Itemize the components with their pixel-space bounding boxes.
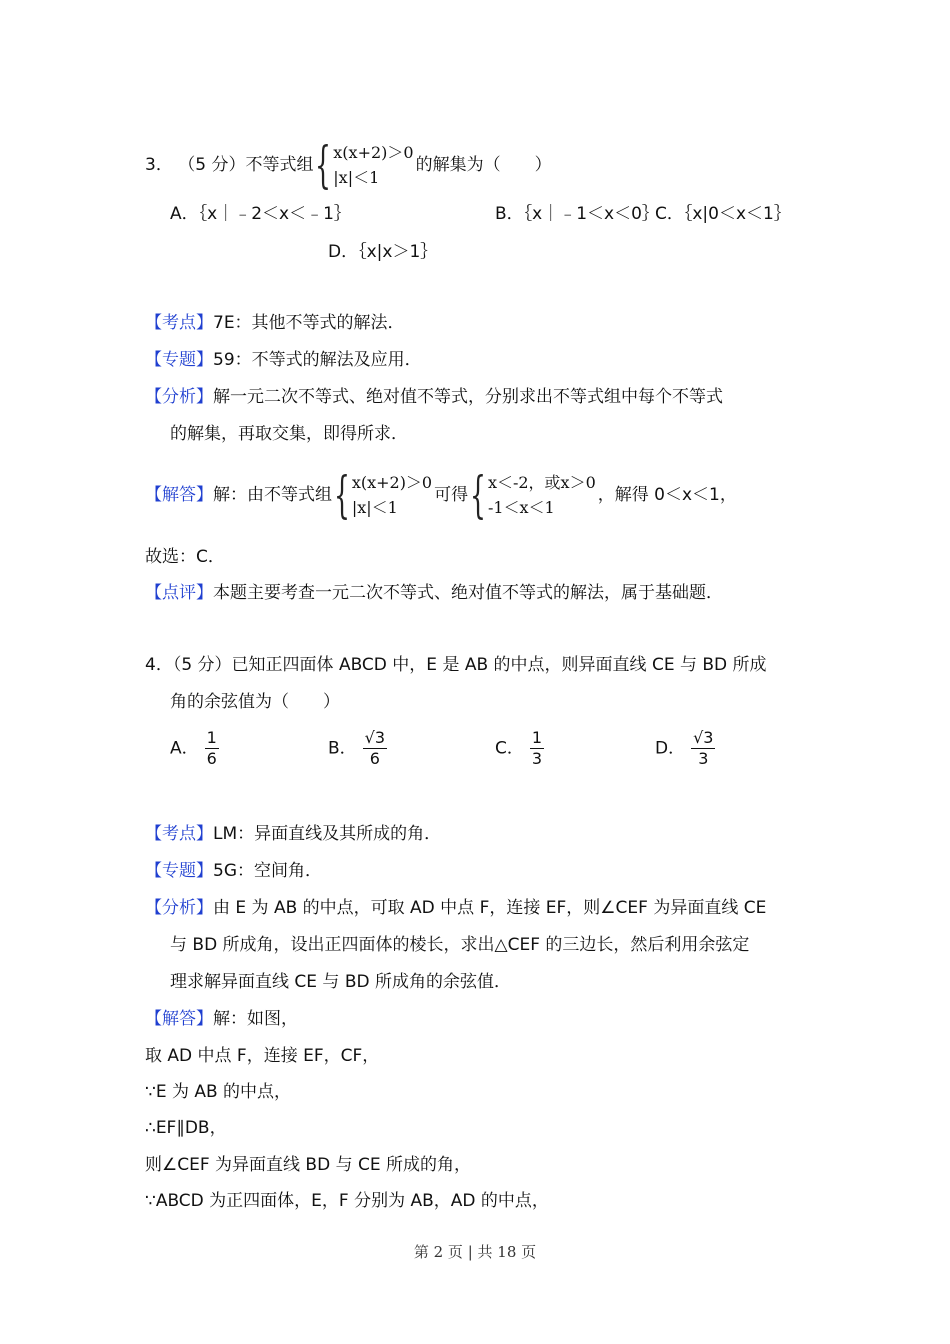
system-row: x(x+2)＞0 bbox=[333, 143, 414, 162]
zhuanti-tag: 【专题】 bbox=[145, 861, 213, 881]
q4-fenxi-cont: 与 BD 所成角，设出正四面体的棱长，求出△CEF 的三边长，然后利用余弦定 bbox=[170, 935, 750, 955]
q3-number: 3． bbox=[145, 155, 173, 175]
system-row: -1＜x＜1 bbox=[487, 498, 555, 517]
q4-jieda bbox=[145, 1007, 298, 1031]
q3-fenxi bbox=[145, 385, 723, 409]
jieda-text: ，解得 0＜x＜1， bbox=[597, 485, 737, 505]
q3-zhuanti bbox=[145, 348, 422, 372]
jieda-text: 解：由不等式组 bbox=[213, 485, 332, 505]
fraction bbox=[363, 728, 387, 769]
q3-stem-after: 的解集为（ ） bbox=[415, 155, 552, 175]
jieda-system-1 bbox=[333, 466, 433, 524]
kaodian-tag: 【考点】 bbox=[145, 313, 213, 333]
q3-jieda bbox=[145, 466, 737, 524]
dianping-text: 本题主要考查一元二次不等式、绝对值不等式的解法，属于基础题． bbox=[213, 583, 723, 603]
q4-option-a bbox=[170, 728, 219, 769]
jieda-text: 解：如图， bbox=[213, 1009, 298, 1029]
option-label: A． bbox=[170, 738, 199, 759]
system-row: x＜-2，或x＞0 bbox=[487, 473, 596, 492]
q3-inequality-system bbox=[315, 136, 414, 194]
jieda-tag: 【解答】 bbox=[145, 1009, 213, 1029]
fraction bbox=[530, 728, 544, 769]
denominator: 6 bbox=[206, 749, 217, 768]
q3-option-d: D．｛x|x＞1｝ bbox=[328, 242, 438, 262]
q4-option-c bbox=[495, 728, 544, 769]
q4-step: 取 AD 中点 F，连接 EF，CF， bbox=[145, 1046, 380, 1066]
fenxi-text: 解一元二次不等式、绝对值不等式，分别求出不等式组中每个不等式 bbox=[213, 387, 723, 407]
option-label: C． bbox=[495, 738, 524, 759]
jieda-system-2 bbox=[470, 466, 596, 524]
zhuanti-text: 59：不等式的解法及应用． bbox=[213, 350, 422, 370]
q3-answer: 故选：C． bbox=[145, 547, 225, 567]
jieda-tag: 【解答】 bbox=[145, 485, 213, 505]
denominator: 3 bbox=[698, 749, 709, 768]
option-label: B． bbox=[328, 738, 357, 759]
q3-dianping bbox=[145, 581, 723, 605]
q4-zhuanti bbox=[145, 859, 322, 883]
q3-kaodian bbox=[145, 311, 405, 335]
denominator: 3 bbox=[531, 749, 543, 768]
system-row: |x|＜1 bbox=[333, 168, 380, 187]
q3-option-c: C．｛x|0＜x＜1｝ bbox=[655, 204, 791, 224]
numerator: √3 bbox=[693, 728, 714, 747]
q4-option-d bbox=[655, 728, 715, 769]
q3-stem-before: 不等式组 bbox=[245, 155, 314, 175]
q4-step: 则∠CEF 为异面直线 BD 与 CE 所成的角， bbox=[145, 1155, 472, 1175]
page-footer: 第 2 页 | 共 18 页 bbox=[413, 1243, 537, 1261]
denominator: 6 bbox=[369, 749, 380, 768]
fenxi-tag: 【分析】 bbox=[145, 898, 213, 918]
q4-step: ∵ABCD 为正四面体，E，F 分别为 AB，AD 的中点， bbox=[145, 1191, 549, 1211]
q3-stem bbox=[145, 136, 552, 194]
kaodian-text: LM：异面直线及其所成的角． bbox=[213, 824, 442, 844]
fraction bbox=[691, 728, 715, 769]
q4-stem-cont: 角的余弦值为（ ） bbox=[170, 692, 340, 712]
numerator: √3 bbox=[364, 728, 386, 747]
numerator: 1 bbox=[531, 728, 543, 747]
fenxi-tag: 【分析】 bbox=[145, 387, 213, 407]
zhuanti-text: 5G：空间角． bbox=[213, 861, 322, 881]
jieda-text: 可得 bbox=[434, 485, 469, 505]
fenxi-text: 由 E 为 AB 的中点，可取 AD 中点 F，连接 EF，则∠CEF 为异面直线 CE bbox=[213, 898, 767, 918]
q4-fenxi bbox=[145, 896, 766, 920]
zhuanti-tag: 【专题】 bbox=[145, 350, 213, 370]
system-row: x(x+2)＞0 bbox=[351, 473, 433, 492]
numerator: 1 bbox=[206, 728, 217, 747]
q3-score: （5 分） bbox=[178, 155, 246, 175]
left-brace-icon: { bbox=[333, 466, 350, 524]
q4-step: ∴EF∥DB， bbox=[145, 1118, 227, 1138]
system-row: |x|＜1 bbox=[351, 498, 398, 517]
option-label: D． bbox=[655, 738, 686, 759]
kaodian-text: 7E：其他不等式的解法． bbox=[213, 313, 405, 333]
left-brace-icon: { bbox=[470, 466, 486, 524]
dianping-tag: 【点评】 bbox=[145, 583, 213, 603]
q3-option-b: B．｛x｜﹣1＜x＜0｝ bbox=[495, 204, 659, 224]
q4-option-b bbox=[328, 728, 387, 769]
q3-option-a: A．｛x｜﹣2＜x＜﹣1｝ bbox=[170, 204, 351, 224]
q4-step: ∵E 为 AB 的中点， bbox=[145, 1082, 292, 1102]
q3-fenxi-cont: 的解集，再取交集，即得所求． bbox=[170, 424, 408, 444]
q4-fenxi-cont: 理求解异面直线 CE 与 BD 所成角的余弦值． bbox=[170, 972, 511, 992]
q4-stem: 4．（5 分）已知正四面体 ABCD 中，E 是 AB 的中点，则异面直线 CE 与 BD 所成 bbox=[145, 655, 767, 675]
q4-kaodian bbox=[145, 822, 441, 846]
left-brace-icon: { bbox=[315, 136, 332, 194]
kaodian-tag: 【考点】 bbox=[145, 824, 213, 844]
fraction bbox=[205, 728, 219, 769]
